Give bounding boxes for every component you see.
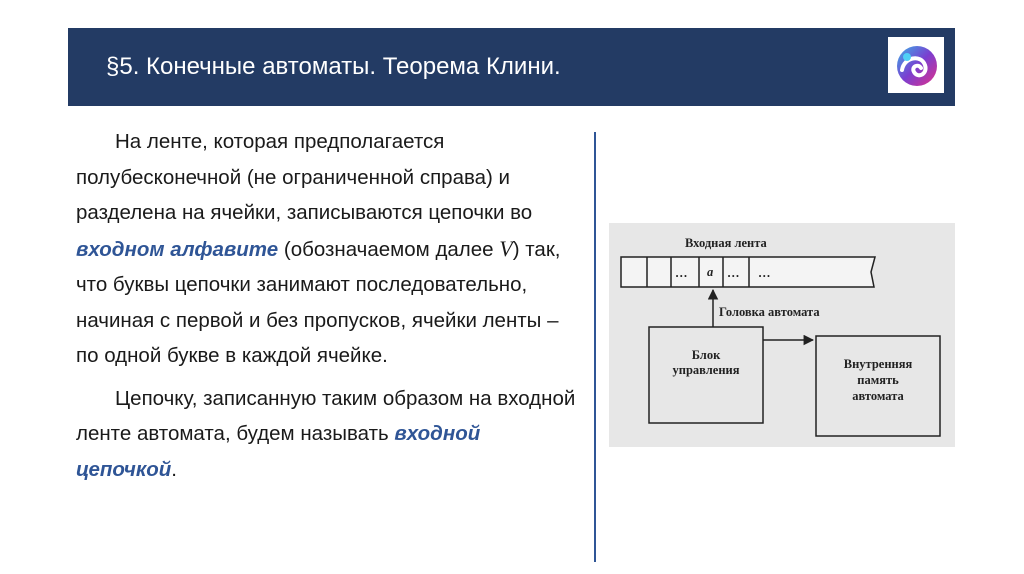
tape-ellipsis-3: …	[758, 266, 771, 280]
term-input-chain: входной цепочкой	[76, 422, 481, 481]
paragraph-input-chain: Цепочку, записанную таким образом на входной ленте автомата, будем называть входной цепочкой.	[76, 386, 576, 481]
control-block-line-1: Блок	[691, 348, 721, 362]
term-input-alphabet: входном алфавите	[76, 237, 279, 261]
title-bar	[68, 28, 955, 106]
slide-title: §5. Конечные автоматы. Теорема Клини.	[106, 53, 561, 80]
main-text	[76, 124, 581, 487]
tape-cell-symbol: a	[707, 265, 714, 279]
paragraph-tape-description: На ленте, которая предполагается полубесконечной (не ограниченной справа) и разделена на ячейки, записываются цепочки во входном алфавите (обозначаемом далее V) так, что буквы цепочки занимают последовательно, начиная с первой и без пропусков, ячейки ленты – по одной букве в каждой ячейке.	[76, 130, 561, 367]
automaton-diagram	[609, 223, 955, 447]
tape-label: Входная лента	[685, 236, 767, 250]
head-label: Головка автомата	[719, 305, 820, 319]
input-tape	[621, 257, 875, 287]
control-block-line-2: управления	[672, 363, 740, 377]
tape-ellipsis-1: …	[675, 266, 688, 280]
tape-ellipsis-2: …	[727, 266, 740, 280]
memory-block-line-1: Внутренняя	[843, 357, 913, 371]
memory-block-line-2: память	[857, 373, 899, 387]
memory-block-line-3: автомата	[852, 389, 904, 403]
variable-v: V	[499, 235, 513, 261]
vertical-divider	[594, 132, 596, 562]
swirl-logo-icon	[888, 37, 944, 93]
